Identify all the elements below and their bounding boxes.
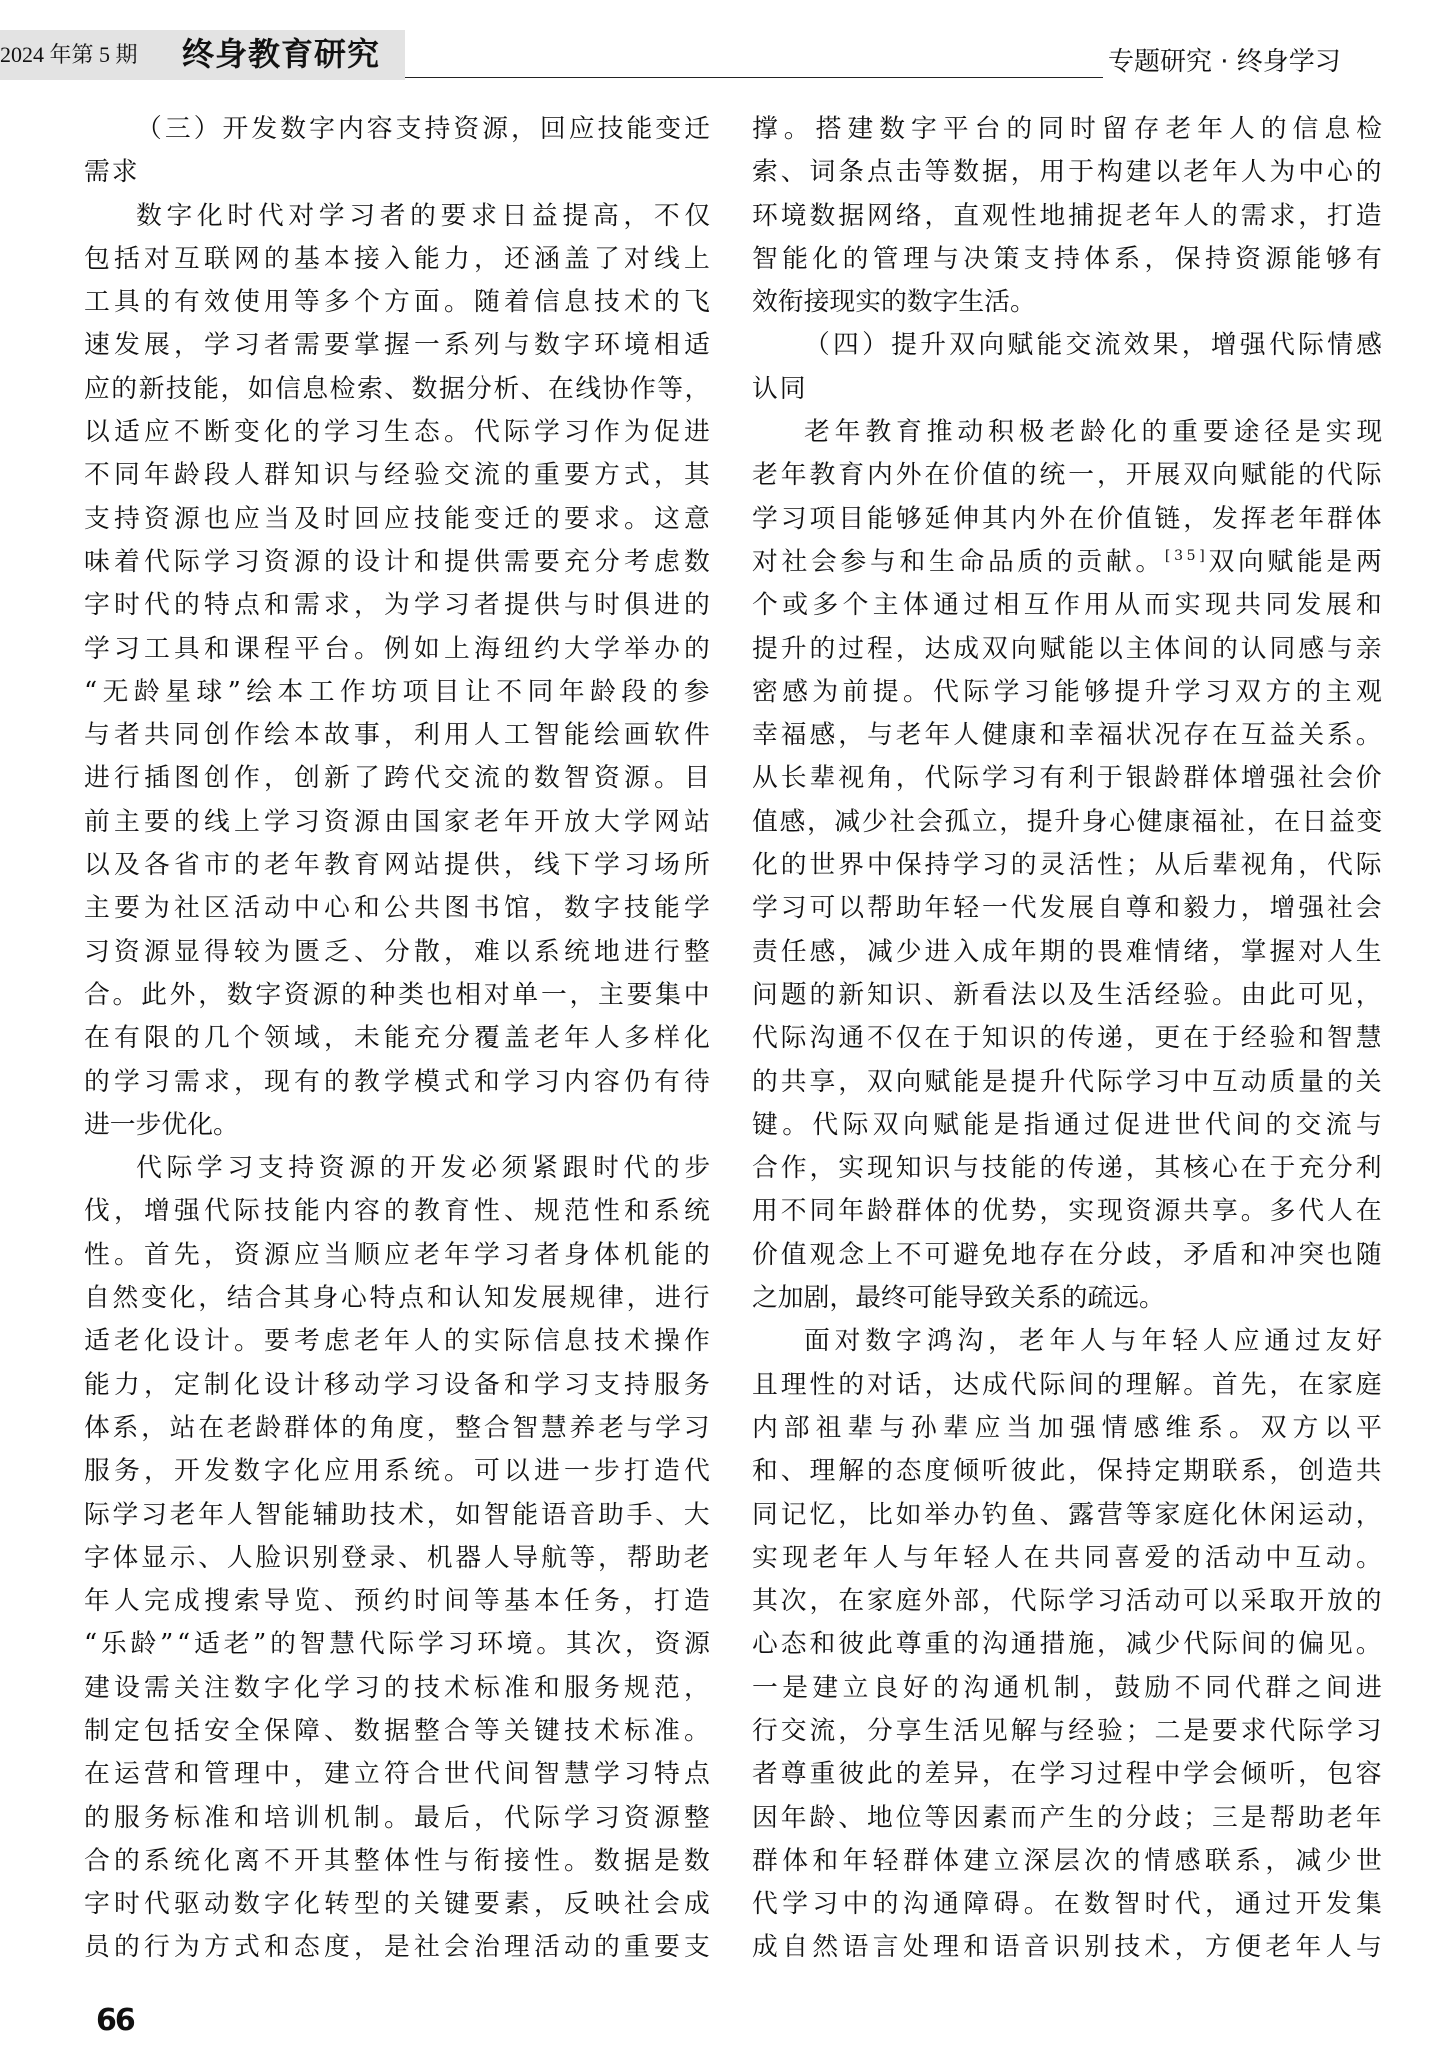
text-line: 在运营和管理中，建立符合世代间智慧学习特点 [84, 1759, 714, 1790]
text-line: 习资源显得较为匮乏、分散，难以系统地进行整 [84, 936, 714, 967]
text-line: 字时代驱动数字化转型的关键要素，反映社会成 [84, 1889, 714, 1920]
issue-label: 2024 年第 5 期 [0, 42, 138, 67]
paragraph [752, 1320, 1388, 1969]
text-line: 成自然语言处理和语音识别技术，方便老年人与 [752, 1932, 1387, 1963]
text-line: 能力，定制化设计移动学习设备和学习支持服务 [84, 1369, 714, 1400]
text-line: 同记忆，比如举办钓鱼、露营等家庭化休闲运动， [752, 1499, 1385, 1530]
text-line: 服务，开发数字化应用系统。可以进一步打造代 [84, 1456, 714, 1487]
text-segment: 双向赋能是两 [1208, 546, 1386, 577]
text-line: 代际沟通不仅在于知识的传递，更在于经验和智慧 [752, 1023, 1385, 1054]
text-line: 代学习中的沟通障碍。在数智时代，通过开发集 [752, 1889, 1387, 1920]
text-line: 因年龄、地位等因素而产生的分歧；三是帮助老年 [752, 1802, 1385, 1833]
text-line: 以适应不断变化的学习生态。代际学习作为促进 [84, 417, 714, 448]
text-line: 合的系统化离不开其整体性与衔接性。数据是数 [84, 1845, 714, 1876]
text-line: 群体和年轻群体建立深层次的情感联系，减少世 [752, 1845, 1387, 1876]
text-line: 的服务标准和培训机制。最后，代际学习资源整 [84, 1802, 714, 1833]
text-line: 提升的过程，达成双向赋能以主体间的认同感与亲 [752, 633, 1385, 664]
section-heading-3 [84, 108, 713, 195]
text-line: 伐，增强代际技能内容的教育性、规范性和系统 [84, 1196, 714, 1227]
text-line: 老年教育内外在价值的统一，开展双向赋能的代际 [752, 460, 1385, 491]
paragraph [752, 411, 1388, 1320]
text-line: 字时代的特点和需求，为学习者提供与时俱进的 [84, 590, 714, 621]
text-line: 体系，站在老龄群体的角度，整合智慧养老与学习 [84, 1412, 713, 1443]
text-line: “乐龄”“适老”的智慧代际学习环境。其次，资源 [84, 1629, 714, 1660]
text-line: 需求 [84, 157, 140, 188]
paragraph-lines [752, 411, 1388, 541]
text-line: 支持资源也应当及时回应技能变迁的要求。这意 [84, 503, 714, 534]
text-segment: 对社会参与和生命品质的贡献。 [752, 546, 1165, 577]
text-line: 幸福感，与老年人健康和幸福状况存在互益关系。 [752, 720, 1385, 751]
citation-reference[interactable]: [35] [1164, 547, 1209, 564]
text-line: 个或多个主体通过相互作用从而实现共同发展和 [752, 590, 1387, 621]
text-line: 在有限的几个领域，未能充分覆盖老年人多样化 [84, 1023, 714, 1054]
text-line: 包括对互联网的基本接入能力，还涵盖了对线上 [84, 243, 714, 274]
paragraph-lines [752, 584, 1387, 1320]
text-line: 际学习老年人智能辅助技术，如智能语音助手、大 [84, 1499, 713, 1530]
text-line: 行交流，分享生活见解与经验；二是要求代际学习 [752, 1715, 1385, 1746]
text-line: 和、理解的态度倾听彼此，保持定期联系，创造共 [752, 1456, 1385, 1487]
text-line: “无龄星球”绘本工作坊项目让不同年龄段的参 [84, 676, 715, 707]
text-line: 的学习需求，现有的教学模式和学习内容仍有待 [84, 1066, 714, 1097]
text-line: 撑。搭建数字平台的同时留存老年人的信息检 [752, 114, 1388, 144]
text-line: 内部祖辈与孙辈应当加强情感维系。双方以平 [752, 1412, 1388, 1443]
text-line: 心态和彼此尊重的沟通措施，减少代际间的偏见。 [752, 1629, 1385, 1660]
text-line: 问题的新知识、新看法以及生活经验。由此可见， [752, 979, 1385, 1010]
text-line: 索、词条点击等数据，用于构建以老年人为中心的 [752, 157, 1385, 188]
text-line: 速发展，学习者需要掌握一系列与数字环境相适 [84, 330, 714, 361]
text-line: 员的行为方式和态度，是社会治理活动的重要支 [84, 1932, 714, 1963]
text-line: 主要为社区活动中心和公共图书馆，数字技能学 [84, 893, 714, 924]
text-line: 年人完成搜索导览、预约时间等基本任务，打造 [84, 1586, 714, 1617]
text-line: 认同 [752, 373, 808, 404]
text-line: 建设需关注数字化学习的技术标准和服务规范， [84, 1672, 714, 1703]
text-line: 学习工具和课程平台。例如上海纽约大学举办的 [84, 633, 714, 664]
text-line: 适老化设计。要考虑老年人的实际信息技术操作 [84, 1326, 714, 1357]
text-line: 其次，在家庭外部，代际学习活动可以采取开放的 [752, 1586, 1385, 1617]
text-line: 者尊重彼此的差异，在学习过程中学会倾听，包容 [752, 1759, 1385, 1790]
text-line: 的共享，双向赋能是提升代际学习中互动质量的关 [752, 1066, 1385, 1097]
text-line: （三）开发数字内容支持资源，回应技能变迁 [136, 114, 713, 144]
paragraph-continued [752, 108, 1388, 324]
text-line: 老年教育推动积极老龄化的重要途径是实现 [804, 417, 1388, 448]
header-rule [405, 77, 1103, 78]
text-line: 数字化时代对学习者的要求日益提高，不仅 [136, 200, 715, 231]
text-line: 环境数据网络，直观性地捕捉老年人的需求，打造 [752, 200, 1385, 231]
text-line: 进行插图创作，创新了跨代交流的数智资源。目 [84, 763, 714, 794]
page-number: 66 [96, 2003, 134, 2038]
text-line: 学习项目能够延伸其内外在价值链，发挥老年群体 [752, 503, 1385, 534]
text-line: 不同年龄段人群知识与经验交流的重要方式，其 [84, 460, 714, 491]
text-line: 化的世界中保持学习的灵活性；从后辈视角，代际 [752, 850, 1385, 881]
text-line: 之加剧，最终可能导致关系的疏远。 [752, 1283, 1165, 1314]
text-line: 一是建立良好的沟通机制，鼓励不同代群之间进 [752, 1672, 1387, 1703]
text-line: 价值观念上不可避免地存在分歧，矛盾和冲突也随 [752, 1239, 1385, 1270]
text-line: 前主要的线上学习资源由国家老年开放大学网站 [84, 806, 714, 837]
text-line: 自然变化，结合其身心特点和认知发展规律，进行 [84, 1283, 713, 1314]
text-line: 面对数字鸿沟，老年人与年轻人应通过友好 [804, 1326, 1388, 1357]
text-line: 用不同年龄群体的优势，实现资源共享。多代人在 [752, 1196, 1385, 1227]
left-column [84, 108, 715, 1970]
text-line: 合。此外，数字资源的种类也相对单一，主要集中 [84, 979, 713, 1010]
paragraph [84, 195, 715, 1148]
text-line-with-citation [752, 541, 1386, 584]
journal-title: 终身教育研究 [182, 35, 381, 73]
section-label: 专题研究 · 终身学习 [1108, 47, 1341, 77]
text-line: 以及各省市的老年教育网站提供，线下学习场所 [84, 850, 714, 881]
paragraph [84, 1147, 715, 1970]
text-line: 代际学习支持资源的开发必须紧跟时代的步 [136, 1153, 715, 1184]
text-line: 智能化的管理与决策支持体系，保持资源能够有 [752, 243, 1387, 274]
text-line: 键。代际双向赋能是指通过促进世代间的交流与 [752, 1109, 1387, 1140]
right-column [752, 108, 1388, 1970]
text-line: 合作，实现知识与技能的传递，其核心在于充分利 [752, 1153, 1385, 1184]
text-line: 学习可以帮助年轻一代发展自尊和毅力，增强社会 [752, 893, 1385, 924]
text-line: （四）提升双向赋能交流效果，增强代际情感 [804, 330, 1386, 361]
text-line: 实现老年人与年轻人在共同喜爱的活动中互动。 [752, 1542, 1387, 1573]
text-line: 与者共同创作绘本故事，利用人工智能绘画软件 [84, 720, 714, 751]
section-heading-4 [752, 324, 1386, 411]
text-line: 进一步优化。 [84, 1109, 239, 1140]
text-line: 制定包括安全保障、数据整合等关键技术标准。 [84, 1715, 714, 1746]
text-line: 值感，减少社会孤立，提升身心健康福祉，在日益变 [752, 806, 1385, 837]
text-line: 从长辈视角，代际学习有利于银龄群体增强社会价 [752, 763, 1385, 794]
text-line: 应的新技能，如信息检索、数据分析、在线协作等， [84, 373, 712, 404]
text-line: 工具的有效使用等多个方面。随着信息技术的飞 [84, 287, 714, 318]
text-line: 且理性的对话，达成代际间的理解。首先，在家庭 [752, 1369, 1385, 1400]
text-line: 味着代际学习资源的设计和提供需要充分考虑数 [84, 546, 714, 577]
text-line: 责任感，减少进入成年期的畏难情绪，掌握对人生 [752, 936, 1385, 967]
text-line: 效衔接现实的数字生活。 [752, 287, 1036, 318]
text-line: 性。首先，资源应当顺应老年学习者身体机能的 [84, 1239, 714, 1270]
text-line: 字体显示、人脸识别登录、机器人导航等，帮助老 [84, 1542, 713, 1573]
text-line: 密感为前提。代际学习能够提升学习双方的主观 [752, 676, 1387, 707]
